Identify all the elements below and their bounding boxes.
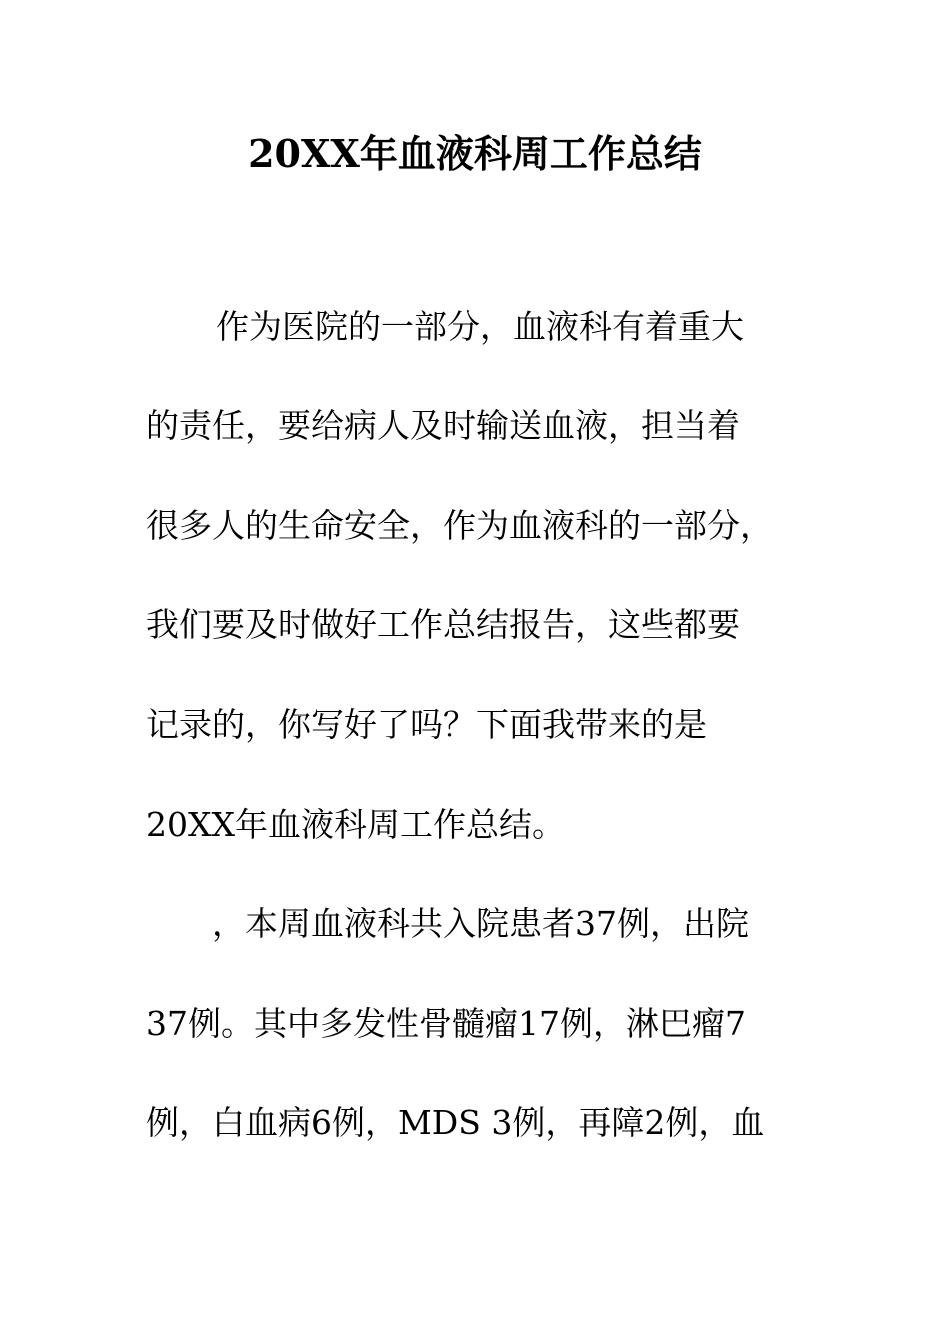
document-title: 20XX年血液科周工作总结 (248, 131, 702, 176)
paragraph-line: 记录的，你写好了吗？下面我带来的是 (146, 705, 707, 744)
paragraph-line: 的责任，要给病人及时输送血液，担当着 (146, 406, 740, 445)
paragraph-line: 我们要及时做好工作总结报告，这些都要 (146, 605, 740, 644)
paragraph-line: 20XX年血液科周工作总结。 (146, 805, 565, 844)
paragraph-line: 很多人的生命安全，作为血液科的一部分， (146, 506, 773, 545)
paragraph-line: 37例。其中多发性骨髓瘤17例，淋巴瘤7 (146, 1004, 746, 1043)
paragraph-line: 例，白血病6例，MDS 3例，再障2例，血 (146, 1103, 765, 1142)
paragraph-line: 作为医院的一部分，血液科有着重大 (216, 307, 744, 346)
paragraph-line: ，本周血液科共入院患者37例，出院 (212, 904, 749, 943)
